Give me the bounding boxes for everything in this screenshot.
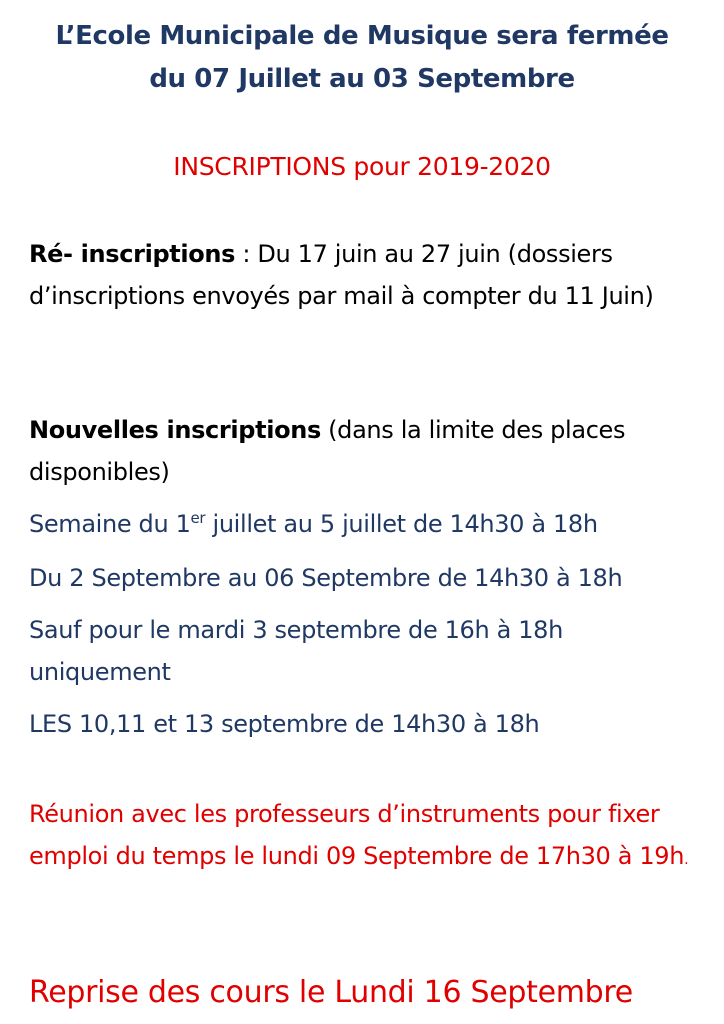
meeting-paragraph <box>29 793 709 881</box>
schedule-week-1 <box>29 503 709 545</box>
schedule-exception: Sauf pour le mardi 3 septembre de 16h à 18h uniquement <box>29 616 563 686</box>
closure-heading-line-1: L’Ecole Municipale de Musique sera fermée <box>55 21 669 51</box>
meeting-dot: . <box>684 852 689 868</box>
schedule-week-1-prefix: Semaine du 1 <box>29 510 191 538</box>
schedule-week-1-superscript: er <box>190 509 206 527</box>
closure-heading-line-2: du 07 Juillet au 03 Septembre <box>149 64 575 94</box>
new-registrations-label: Nouvelles inscriptions <box>29 416 321 444</box>
meeting-text: Réunion avec les professeurs d’instruments pour fixer emploi du temps le lundi 09 Septembre de 17h30 à 19h <box>29 800 685 870</box>
inscriptions-title: INSCRIPTIONS pour 2019-2020 <box>173 152 551 181</box>
new-registrations-paragraph <box>29 409 709 493</box>
reinscriptions-paragraph <box>29 233 709 317</box>
schedule-week-1-suffix: juillet au 5 juillet de 14h30 à 18h <box>205 510 598 538</box>
schedule-week-2: Du 2 Septembre au 06 Septembre de 14h30 à 18h <box>29 564 623 592</box>
reinscriptions-text: : Du 17 juin au 27 juin (dossiers d’inscriptions envoyés par mail à compter du 11 Juin) <box>29 240 654 310</box>
resume-courses-announcement: Reprise des cours le Lundi 16 Septembre <box>29 975 633 1010</box>
reinscriptions-label: Ré- inscriptions <box>29 240 236 268</box>
new-registrations-text: (dans la limite des places disponibles) <box>29 416 626 486</box>
schedule-extra-days: LES 10,11 et 13 septembre de 14h30 à 18h <box>29 710 540 738</box>
